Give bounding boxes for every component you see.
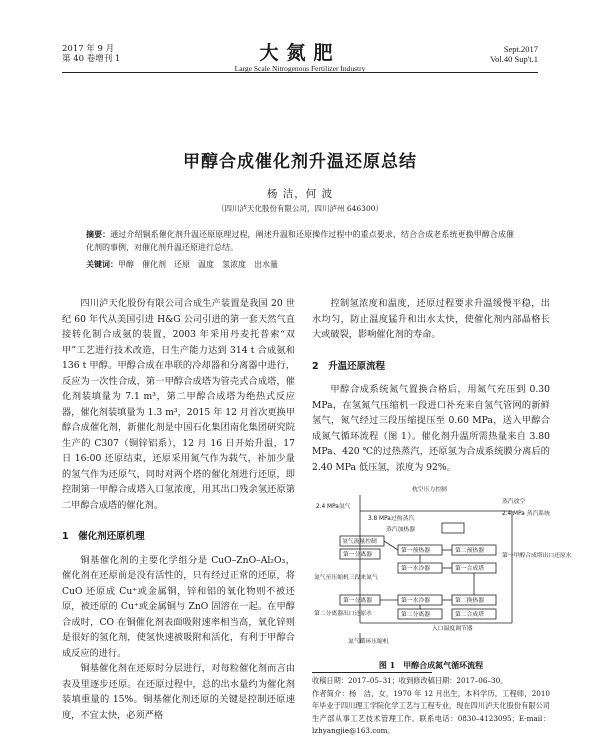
figure-caption: 图 1 甲醇合成氮气循环流程: [378, 660, 484, 670]
header-center: [62, 38, 538, 73]
paragraph: 控制氢浓度和温度，还原过程要求升温缓慢平稳，出水均匀，防止温度猛升和出水太快，使催化剂内部晶格长大或破裂，影响催化剂的寿命。: [312, 298, 550, 340]
fig-line: [384, 541, 398, 550]
journal-subtitle: Large Scale Nitrogenous Fertilizer Industry: [234, 64, 366, 73]
fig-label-cooler2: 第一水冷器: [401, 598, 430, 604]
process-flow-figure: [312, 483, 572, 653]
footnote: [312, 675, 550, 738]
running-header: [62, 40, 538, 73]
header-volume: 第 40 卷增刊 1: [62, 54, 121, 64]
fig-label-steam-out: 蒸汽放空: [502, 499, 526, 505]
fig-label-sep2: 第二分离器: [401, 612, 430, 618]
authors: 杨 洁，何 波: [266, 188, 334, 200]
header-volume-en: Vol.40 Sup't.1: [490, 54, 538, 64]
abstract: [86, 228, 514, 254]
fig-label-steam-in: 3.8 MPa过热蒸汽: [368, 516, 415, 522]
fig-label-hx2: 第二换热器: [455, 598, 484, 604]
fig-label-pre2: 第二预热器: [455, 548, 484, 554]
header-right: [490, 44, 538, 64]
footnote-received: 收稿日期：2017–05–31；收到修改稿日期：2017–06–30。: [312, 676, 508, 685]
fig-label-sep: 第一分离器: [343, 552, 372, 558]
fig-label-pre1: 第一预热器: [401, 548, 430, 554]
affiliation: （四川泸天化股份有限公司，四川泸州 646300）: [216, 204, 383, 213]
fig-label-steam-side: 2.4 MPa 蒸汽系统: [502, 511, 550, 517]
fig-box-valve: [442, 523, 464, 533]
header-date-en: Sept.2017: [503, 44, 538, 54]
paragraph: 铜基催化剂的主要化学组分是 CuO–ZnO–Al₂O₃，催化剂在还原前是没有活性的，只有经过正常的还原，将 CuO 还原成 Cu⁺或金属铜，锌和铝的氧化物则不被还原，被还原的 Cu⁺或金属铜与 ZnO 固溶在一起。在甲醇合成时，CO 在铜催化剂表面吸附速率相当高，氧化锌则是很好的氢化剂，使氢快速被吸附和活化，有利于甲醇合成反应的进行。: [62, 554, 295, 659]
abstract-label: 摘要：: [86, 229, 111, 239]
section-heading-1: 1 催化剂还原机理: [62, 531, 145, 542]
abstract-text: 通过介绍铜系催化剂升温还原原理过程，阐述升温和还原操作过程中的重点要求，结合合成老系统更换甲醇合成催化剂的事例，对催化剂升温还原进行总结。: [86, 230, 514, 252]
fig-label-h2-ctrl: 氢气流量控制: [342, 539, 377, 545]
fig-label-reactor2: 第二合成塔: [455, 612, 484, 618]
keywords: [86, 259, 514, 270]
fig-label-first-sep: 第一分离器: [343, 598, 372, 604]
fig-label-inlet-ctrl: 入口温度调节器: [432, 626, 473, 632]
fig-label-heater: 蒸汽加热器: [386, 527, 415, 533]
right-column: [312, 296, 550, 475]
left-column: [62, 296, 295, 723]
journal-logo: 大氮肥: [259, 42, 341, 64]
keywords-label: 关键词：: [86, 259, 118, 269]
fig-label-top-note: 枕空压力控制: [412, 487, 447, 493]
footnote-rule: [312, 672, 432, 673]
fig-label-cooler: 第一水冷器: [401, 566, 430, 572]
fig-label-h2-in: 2.4 MPa氢气: [316, 504, 351, 510]
paragraph: 四川泸天化股份有限公司合成生产装置是我国 20 世纪 60 年代从美国引进 H&G 公司引进的第一套天然气直接转化制合成氨的装置，2003 年采用丹麦托普索“双甲”工艺进行技术改造，日生产能力达到 314 t 合成氨和 136 t 甲醇。甲醇合成在串联的冷却器和分离器中进行，反应为一次性合成，第一甲醇合成塔为管壳式合成塔，催化剂装填量为 7.1 m³，第二甲醇合成塔为绝热式反应器，催化剂装填量为 1.3 m³，2015 年 12 月首次更换甲醇合成催化剂，新催化剂是中国石化集团南化集团研究院生产的 C307（铜锌铝系），12 月 16 日开始升温，17 日 16:00 还原结束，还原采用氮气作为载气，补加少量的氢气作为还原气，同时对两个塔的催化剂进行还原，即控制第一甲醇合成塔入口氢浓度，用其出口残余氢还原第二甲醇合成塔的催化剂。: [62, 298, 295, 511]
section-heading-2: 2 升温还原流程: [312, 360, 386, 372]
keywords-text: 甲醇 催化剂 还原 温度 氢浓度 出水量: [118, 260, 278, 269]
paragraph: 甲醇合成系统氮气置换合格后，用氮气充压到 0.30 MPa，在氢氮气压缩机一段进口补充来自氢气管网的新鲜氢气，氮气经过三段压缩提压至 0.60 MPa，送入甲醇合成氮气循环流程（图 1）。催化剂升温所需热量来自 3.80 MPa、420 ℃的过热蒸汽，还原氢为合成系统膜分离后的 2.40 MPa 低压氢，浓度为 92%。: [312, 384, 550, 473]
fig-label-n2-in: 氮气至压缩机三段来氮气: [314, 575, 378, 581]
paper-title: 甲醇合成催化剂升温还原总结: [183, 152, 417, 172]
header-date: 2017 年 9 月: [62, 44, 115, 54]
paragraph: 铜基催化剂在还原时分层进行，对每粒催化剂而言由表及里逐步还原。在还原过程中，总的出水量约为催化剂装填重量的 15%。铜基催化剂还原的关键是控制还原速度，不宜太快，必须严格: [62, 663, 295, 721]
fig-label-to-sys: 第一甲醇合成塔出口还原水: [502, 553, 572, 559]
fig-label-out-note: 第二分离器出口还原水: [314, 611, 372, 617]
header-rule: [62, 72, 538, 73]
fig-label-reactor1: 第一合成塔: [455, 566, 484, 572]
footnote-bio: 作者简介：杨 洁，女，1970 年 12 月出生，本科学历，工程师，2010 年毕业于四川理工学院化学工艺与工程专业，现在四川泸天化股份有限公司生产部从事工艺技术管理工作。联系电话：0830–4123095；E-mail：lzhyangjie@163.com。: [312, 688, 550, 735]
fig-label-compressor: 氮气循环压缩机: [348, 639, 389, 645]
